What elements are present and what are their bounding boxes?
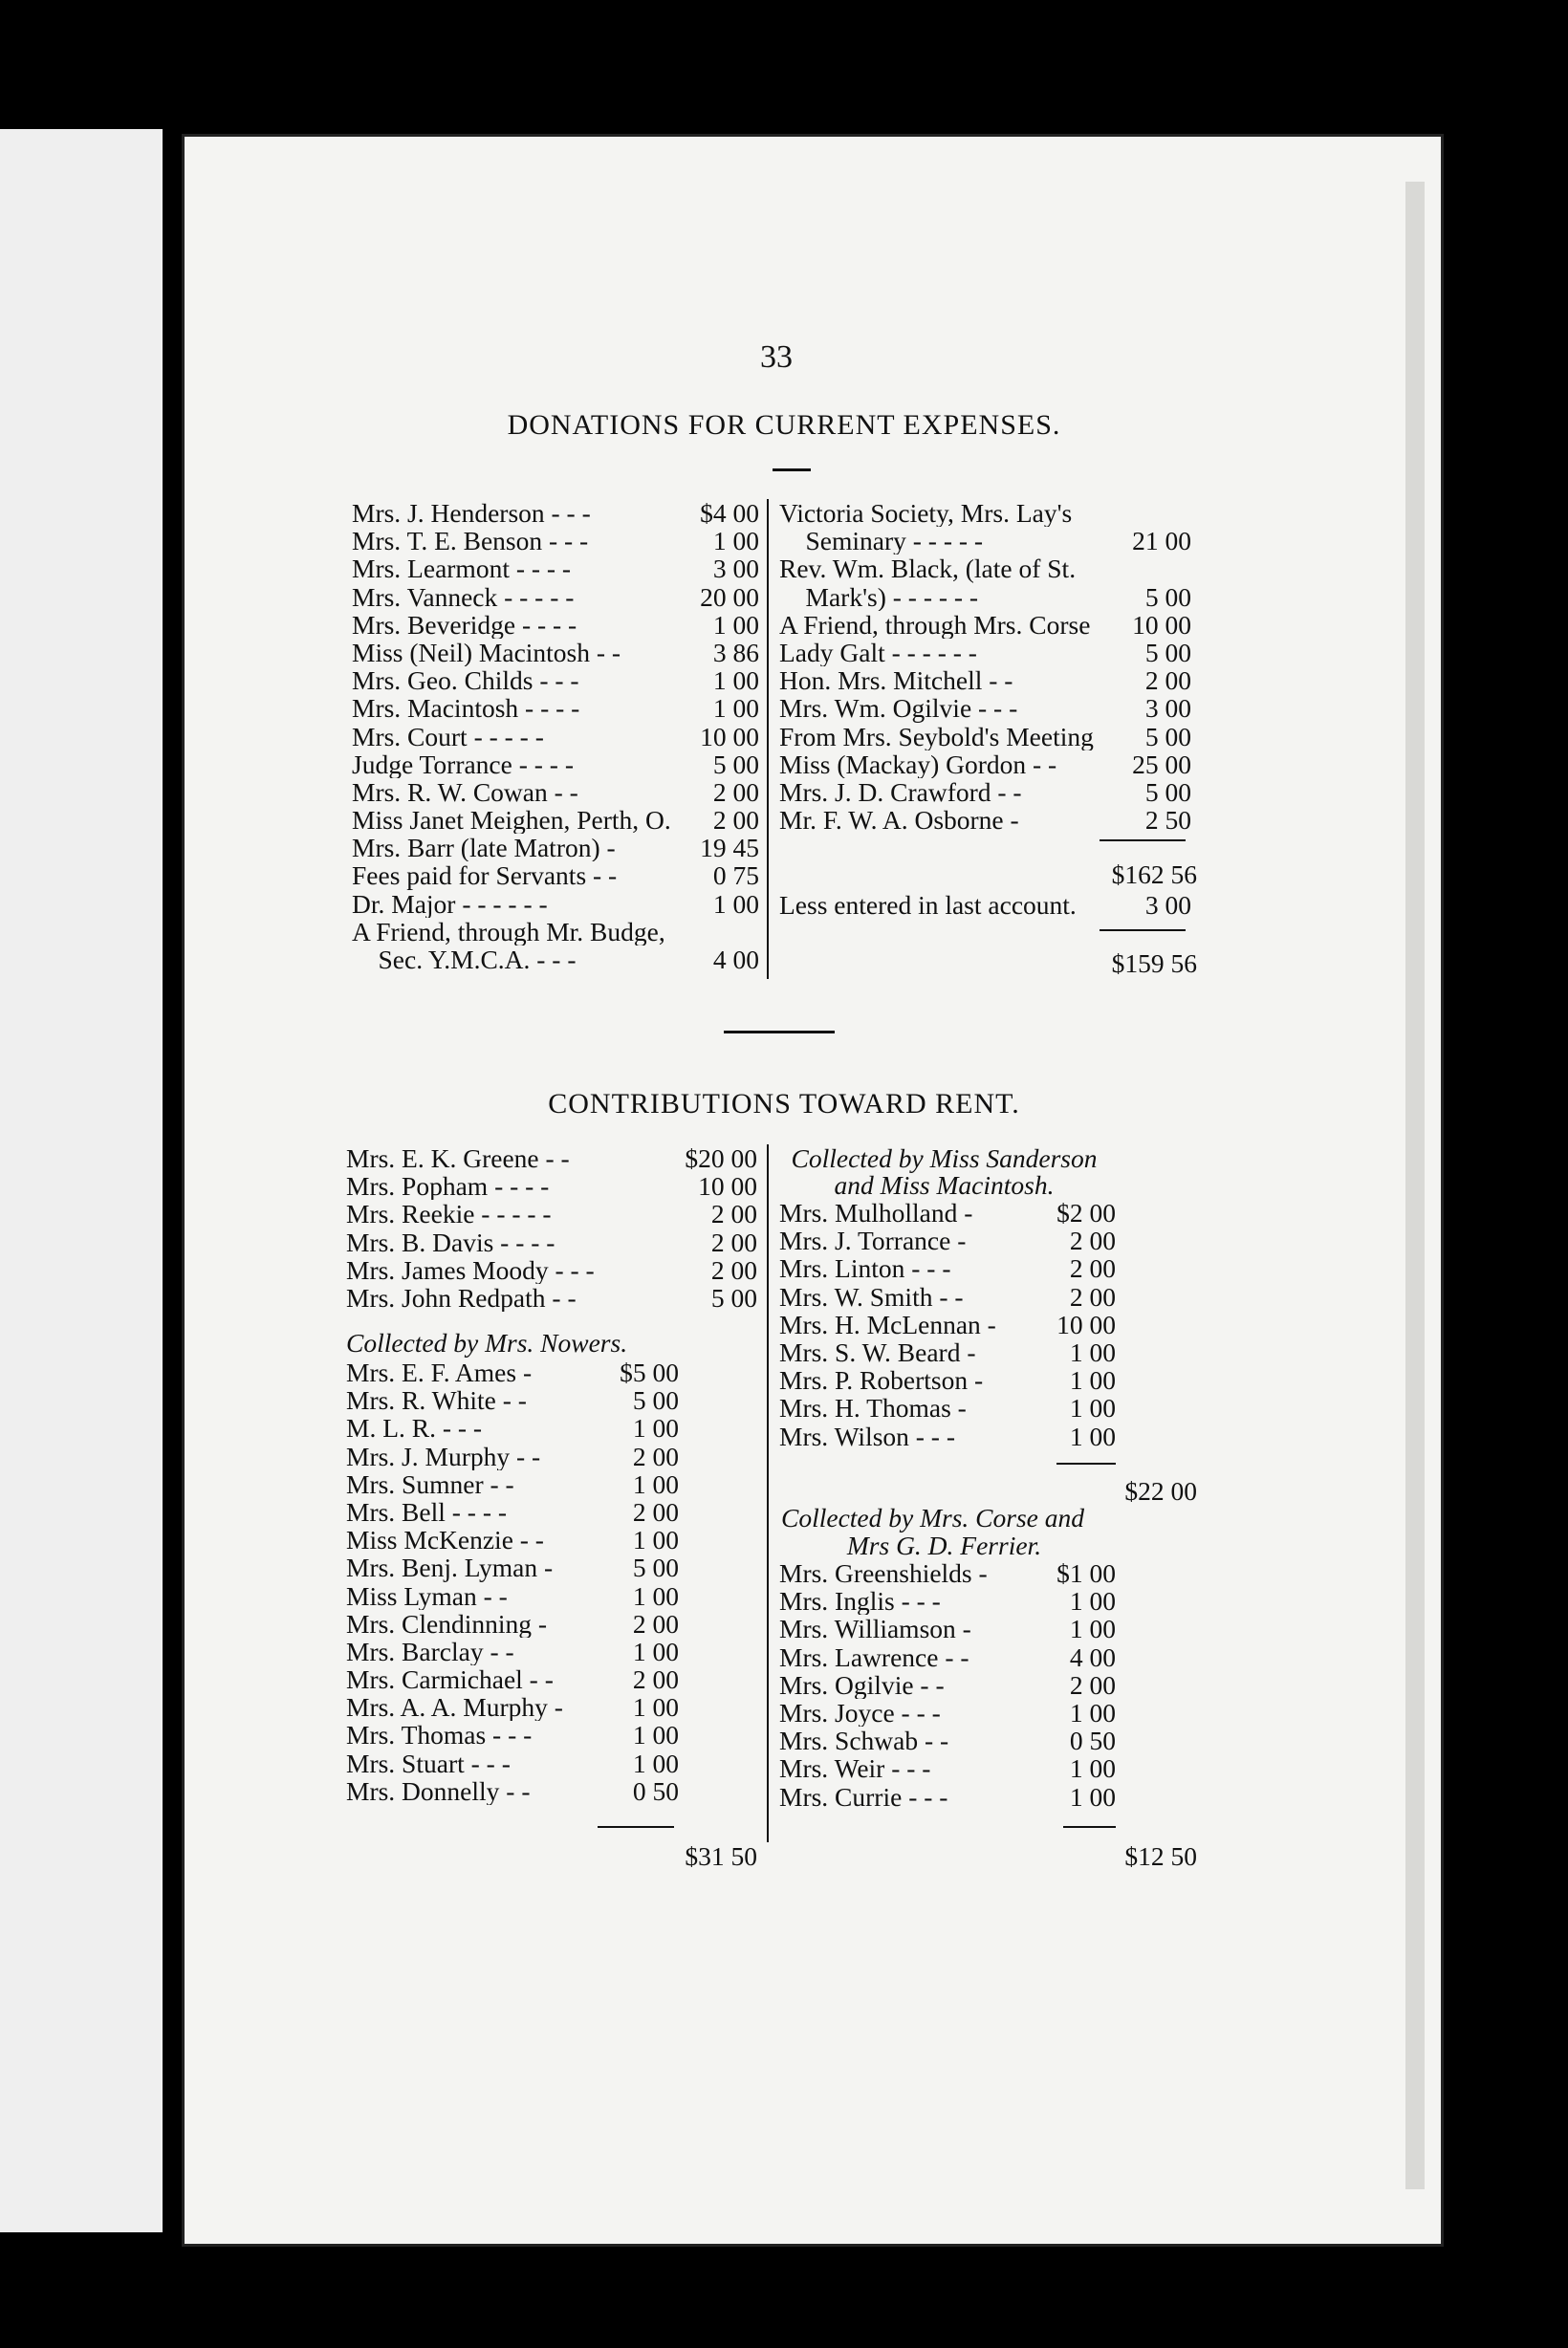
list-item xyxy=(352,918,765,946)
donor-amount: 20 00 xyxy=(700,581,759,612)
list-item xyxy=(779,1559,1122,1587)
donor-amount: 0 50 xyxy=(632,1775,679,1806)
list-item xyxy=(346,1200,763,1228)
sum-rule xyxy=(598,1826,674,1828)
donations-right-column xyxy=(779,499,1197,834)
donor-name: Hon. Mrs. Mitchell - - xyxy=(779,666,1013,695)
donor-name: Mrs. Geo. Childs - - - xyxy=(352,666,579,695)
list-item xyxy=(346,1498,685,1526)
list-item xyxy=(346,1172,763,1200)
list-item xyxy=(779,499,1197,527)
donor-name: Mrs. Bell - - - - xyxy=(346,1497,508,1527)
donor-amount: 1 00 xyxy=(632,1692,679,1723)
donor-amount: 1 00 xyxy=(1069,1337,1116,1367)
list-item xyxy=(346,1228,763,1256)
nowers-list xyxy=(346,1359,685,1805)
list-item xyxy=(779,554,1197,582)
donor-name: Mrs. H. McLennan - xyxy=(779,1310,996,1338)
donor-name: Seminary - - - - - xyxy=(779,527,984,555)
donor-amount: 2 00 xyxy=(632,1608,679,1639)
list-item xyxy=(352,861,765,889)
donor-name: Mrs. Carmichael - - xyxy=(346,1665,554,1694)
donor-amount: $4 00 xyxy=(700,498,759,528)
list-item xyxy=(346,1144,763,1172)
donor-amount: 1 00 xyxy=(632,1413,679,1444)
donor-name: Mrs. Barclay - - xyxy=(346,1637,514,1666)
donor-name: Mrs. Weir - - - xyxy=(779,1754,931,1783)
donor-name: Mrs. W. Smith - - xyxy=(779,1282,964,1311)
donor-amount: $1 00 xyxy=(1056,1558,1116,1588)
list-item xyxy=(779,1727,1122,1754)
nowers-total: $31 50 xyxy=(685,1841,757,1871)
list-item xyxy=(346,1610,685,1638)
donor-amount: 2 00 xyxy=(1069,1226,1116,1256)
donor-amount xyxy=(1191,554,1197,582)
donor-name: Mrs. Inglis - - - xyxy=(779,1587,941,1616)
donor-amount: 1 00 xyxy=(632,1720,679,1750)
donor-name: Mrs. J. Henderson - - - xyxy=(352,499,591,528)
donor-amount: 5 00 xyxy=(1144,721,1191,751)
list-item xyxy=(346,1721,685,1749)
donor-name: Mrs. Beveridge - - - - xyxy=(352,610,577,639)
donor-amount: 4 00 xyxy=(1069,1641,1116,1672)
list-item xyxy=(346,1359,685,1386)
donor-amount: 1 00 xyxy=(712,526,759,556)
donor-amount: 2 00 xyxy=(1069,1253,1116,1284)
donor-name: Mrs. Barr (late Matron) - xyxy=(352,834,616,862)
donor-amount: 2 00 xyxy=(1069,1669,1116,1700)
list-item xyxy=(352,694,765,722)
list-item xyxy=(779,694,1197,722)
list-item xyxy=(779,1366,1122,1394)
list-item xyxy=(352,890,765,918)
donor-name: Mrs. T. E. Benson - - - xyxy=(352,527,589,555)
column-divider xyxy=(767,499,769,979)
donor-name: Mrs. Williamson - xyxy=(779,1615,971,1643)
donor-amount: 2 00 xyxy=(632,1496,679,1527)
donor-name: Victoria Society, Mrs. Lay's xyxy=(779,499,1073,528)
list-item xyxy=(352,611,765,639)
donor-amount: 1 00 xyxy=(1069,1697,1116,1728)
less-label: Less entered in last account. xyxy=(779,891,1077,920)
donor-amount: 5 00 xyxy=(632,1553,679,1583)
list-item xyxy=(779,1587,1122,1615)
list-item xyxy=(779,1615,1122,1642)
donor-amount: 1 00 xyxy=(1069,1614,1116,1644)
donor-amount: 1 00 xyxy=(1069,1365,1116,1396)
donor-name: Mrs. Reekie - - - - - xyxy=(346,1200,552,1228)
donor-amount: 1 00 xyxy=(1069,1393,1116,1424)
donor-amount: 3 86 xyxy=(712,637,759,667)
list-item xyxy=(346,1665,685,1693)
list-item xyxy=(779,1311,1122,1338)
donor-name: Mrs. J. D. Crawford - - xyxy=(779,777,1022,807)
donor-name: Mrs. Ogilvie - - xyxy=(779,1670,945,1699)
sanderson-heading-2: and Miss Macintosh. xyxy=(834,1170,1055,1200)
list-item xyxy=(779,527,1197,554)
list-item xyxy=(779,723,1197,750)
donor-amount: 5 00 xyxy=(710,1282,757,1313)
list-item xyxy=(779,1423,1122,1450)
donor-name: Mrs. Greenshields - xyxy=(779,1559,988,1588)
donor-name: M. L. R. - - - xyxy=(346,1414,483,1443)
donor-amount: 10 00 xyxy=(1132,609,1191,640)
list-item xyxy=(346,1386,685,1414)
list-item xyxy=(346,1284,763,1312)
donor-name: Mrs. Stuart - - - xyxy=(346,1749,511,1777)
sum-rule xyxy=(1100,929,1186,931)
donor-name: Miss Lyman - - xyxy=(346,1581,508,1610)
donor-name: Sec. Y.M.C.A. - - - xyxy=(352,946,577,974)
list-item xyxy=(779,611,1197,639)
list-item xyxy=(779,778,1197,806)
list-item xyxy=(779,1671,1122,1699)
list-item xyxy=(346,1777,685,1805)
donor-amount: 1 00 xyxy=(712,609,759,640)
donor-amount: 1 00 xyxy=(712,665,759,696)
donations-left-column xyxy=(352,499,765,973)
list-item xyxy=(346,1750,685,1777)
list-item xyxy=(352,806,765,834)
column-divider xyxy=(767,1144,769,1842)
list-item xyxy=(779,1699,1122,1727)
donor-name: Mrs. H. Thomas - xyxy=(779,1394,967,1423)
list-item xyxy=(346,1582,685,1610)
donor-name: Mrs. Joyce - - - xyxy=(779,1698,941,1728)
donor-name: Mrs. Thomas - - - xyxy=(346,1721,533,1750)
donor-name: Mrs. Sumner - - xyxy=(346,1469,514,1498)
list-item xyxy=(779,639,1197,666)
donor-amount: 1 00 xyxy=(712,693,759,724)
list-item xyxy=(352,778,765,806)
donor-name: Mrs. R. White - - xyxy=(346,1386,527,1415)
donations-title: DONATIONS FOR CURRENT EXPENSES. xyxy=(507,409,1061,441)
list-item xyxy=(779,806,1197,834)
donor-amount: 1 00 xyxy=(1069,1781,1116,1812)
donor-amount: 2 00 xyxy=(1144,665,1191,696)
donor-name: Mrs. B. Davis - - - - xyxy=(346,1228,555,1256)
donor-name: Miss (Neil) Macintosh - - xyxy=(352,638,621,667)
donor-amount: 0 75 xyxy=(712,860,759,891)
page-edge-shadow xyxy=(1405,182,1425,2189)
corse-total: $12 50 xyxy=(1124,1841,1197,1871)
donor-name: A Friend, through Mr. Budge, xyxy=(352,917,665,946)
donor-amount: 10 00 xyxy=(698,1171,757,1202)
donor-name: A Friend, through Mrs. Corse xyxy=(779,610,1091,639)
list-item xyxy=(352,834,765,861)
donations-subtotal: $162 56 xyxy=(1111,859,1197,889)
donor-name: Lady Galt - - - - - - xyxy=(779,638,977,667)
donor-amount: 2 00 xyxy=(632,1664,679,1695)
donor-name: Mr. F. W. A. Osborne - xyxy=(779,806,1019,835)
list-item xyxy=(779,1283,1122,1311)
donor-amount: 5 00 xyxy=(1144,776,1191,807)
donor-amount: $5 00 xyxy=(620,1358,679,1387)
donor-name: Dr. Major - - - - - - xyxy=(352,889,548,918)
list-item xyxy=(346,1638,685,1665)
donor-name: Miss (Mackay) Gordon - - xyxy=(779,750,1057,778)
donor-name: Mrs. R. W. Cowan - - xyxy=(352,777,578,807)
list-item xyxy=(779,1394,1122,1422)
donor-name: Mrs. Currie - - - xyxy=(779,1782,948,1811)
list-item xyxy=(779,1754,1122,1782)
donor-name: Mrs. J. Torrance - xyxy=(779,1227,967,1255)
donor-amount: 2 00 xyxy=(710,1199,757,1229)
donor-name: Miss Janet Meighen, Perth, O. xyxy=(352,806,671,835)
donor-amount: 1 00 xyxy=(1069,1586,1116,1617)
donor-amount: 1 00 xyxy=(632,1580,679,1611)
donor-amount: 2 00 xyxy=(712,776,759,807)
sanderson-list xyxy=(779,1199,1122,1450)
donor-name: Mrs. Macintosh - - - - xyxy=(352,694,580,723)
donor-amount: 4 00 xyxy=(712,945,759,974)
donor-amount: 2 50 xyxy=(1144,805,1191,836)
donor-amount: 1 00 xyxy=(632,1748,679,1778)
donor-name: Miss McKenzie - - xyxy=(346,1526,544,1554)
donor-name: Rev. Wm. Black, (late of St. xyxy=(779,554,1077,583)
donor-name: Mrs. P. Robertson - xyxy=(779,1366,984,1395)
donor-amount: $2 00 xyxy=(1056,1198,1116,1228)
donor-name: Mrs. S. W. Beard - xyxy=(779,1337,976,1367)
donor-amount: 2 00 xyxy=(1069,1281,1116,1312)
donor-amount: 1 00 xyxy=(712,888,759,919)
page-number: 33 xyxy=(760,339,793,375)
donor-amount: $20 00 xyxy=(685,1143,757,1173)
donor-amount: 0 50 xyxy=(1069,1726,1116,1756)
contributions-left-top xyxy=(346,1144,763,1312)
donor-name: Mrs. Popham - - - - xyxy=(346,1172,550,1201)
donor-name: Mrs. John Redpath - - xyxy=(346,1283,577,1313)
donor-name: Mrs. James Moody - - - xyxy=(346,1255,595,1284)
list-item xyxy=(346,1443,685,1470)
donor-amount: 19 45 xyxy=(700,833,759,863)
list-item xyxy=(352,499,765,527)
donor-amount: 1 00 xyxy=(632,1636,679,1666)
sanderson-heading-1: Collected by Miss Sanderson xyxy=(791,1143,1098,1173)
list-item xyxy=(346,1470,685,1498)
list-item xyxy=(352,750,765,778)
list-item xyxy=(346,1414,685,1442)
donor-amount: 10 00 xyxy=(1056,1309,1116,1339)
donor-name: Fees paid for Servants - - xyxy=(352,861,618,890)
corse-heading-1: Collected by Mrs. Corse and xyxy=(781,1503,1084,1533)
list-item xyxy=(346,1554,685,1581)
donor-name: Mrs. A. A. Murphy - xyxy=(346,1693,563,1722)
list-item xyxy=(352,554,765,582)
section-rule xyxy=(724,1031,835,1033)
nowers-heading: Collected by Mrs. Nowers. xyxy=(346,1328,628,1358)
donor-amount: 1 00 xyxy=(632,1525,679,1555)
list-item xyxy=(779,1227,1122,1254)
donor-name: Mrs. Learmont - - - - xyxy=(352,554,572,583)
donor-amount: 21 00 xyxy=(1132,526,1191,556)
list-item xyxy=(352,583,765,611)
donor-amount: 2 00 xyxy=(710,1254,757,1285)
donor-name: Mrs. Donnelly - - xyxy=(346,1776,531,1805)
corse-list xyxy=(779,1559,1122,1811)
donor-name: Mrs. Schwab - - xyxy=(779,1727,949,1755)
donor-amount: 1 00 xyxy=(632,1468,679,1499)
donor-name: Mrs. Wilson - - - xyxy=(779,1422,956,1450)
corse-heading-2: Mrs G. D. Ferrier. xyxy=(846,1531,1042,1560)
list-item xyxy=(779,666,1197,694)
list-item xyxy=(352,527,765,554)
donor-name: Mrs. Benj. Lyman - xyxy=(346,1554,554,1582)
sum-rule xyxy=(1056,1463,1116,1465)
donor-amount: 10 00 xyxy=(700,721,759,751)
list-item xyxy=(352,639,765,666)
sum-rule xyxy=(1100,839,1186,841)
donor-amount: 3 00 xyxy=(1144,693,1191,724)
list-item xyxy=(352,723,765,750)
list-item xyxy=(779,1338,1122,1366)
donor-name: Mrs. Lawrence - - xyxy=(779,1642,969,1671)
list-item xyxy=(779,1643,1122,1671)
donor-amount: 2 00 xyxy=(710,1227,757,1257)
donor-name: Mrs. E. F. Ames - xyxy=(346,1359,533,1387)
donor-amount xyxy=(1191,499,1197,527)
donor-name: Mrs. Vanneck - - - - - xyxy=(352,582,575,611)
less-amount: 3 00 xyxy=(1144,890,1191,920)
list-item xyxy=(352,666,765,694)
list-item xyxy=(779,1254,1122,1282)
donor-name: Mrs. Clendinning - xyxy=(346,1609,548,1638)
list-item xyxy=(779,1199,1122,1227)
list-item xyxy=(346,1256,763,1284)
donor-amount: 25 00 xyxy=(1132,749,1191,779)
facing-page-edge xyxy=(0,129,163,2232)
donor-amount: 3 00 xyxy=(712,554,759,584)
donor-amount: 5 00 xyxy=(632,1385,679,1416)
sanderson-total: $22 00 xyxy=(1124,1476,1197,1506)
donations-total: $159 56 xyxy=(1111,948,1197,978)
donor-name: Mrs. E. K. Greene - - xyxy=(346,1144,570,1173)
donor-amount: 5 00 xyxy=(712,749,759,779)
list-item xyxy=(346,1526,685,1554)
sum-rule xyxy=(1063,1826,1116,1828)
donor-amount: 1 00 xyxy=(1069,1421,1116,1451)
list-item xyxy=(346,1693,685,1721)
donor-amount: 2 00 xyxy=(632,1441,679,1471)
donor-amount: 5 00 xyxy=(1144,581,1191,612)
donor-name: Mrs. Wm. Ogilvie - - - xyxy=(779,694,1018,723)
donor-name: Mrs. J. Murphy - - xyxy=(346,1442,541,1470)
donor-name: Mrs. Court - - - - - xyxy=(352,722,544,750)
donor-amount: 2 00 xyxy=(712,805,759,836)
donor-name: Mrs. Mulholland - xyxy=(779,1199,973,1228)
list-item xyxy=(352,946,765,973)
contributions-title: CONTRIBUTIONS TOWARD RENT. xyxy=(548,1088,1020,1120)
list-item xyxy=(779,1783,1122,1811)
list-item xyxy=(779,750,1197,778)
donor-amount: 5 00 xyxy=(1144,637,1191,667)
donor-name: Judge Torrance - - - - xyxy=(352,750,574,778)
donor-amount: 1 00 xyxy=(1069,1753,1116,1784)
title-rule xyxy=(773,468,811,471)
donor-amount xyxy=(759,918,765,946)
donor-name: From Mrs. Seybold's Meeting xyxy=(779,722,1094,750)
donations-less-row xyxy=(779,891,1197,919)
list-item xyxy=(779,583,1197,611)
donor-name: Mark's) - - - - - - xyxy=(779,582,979,611)
donor-name: Mrs. Linton - - - xyxy=(779,1254,951,1283)
